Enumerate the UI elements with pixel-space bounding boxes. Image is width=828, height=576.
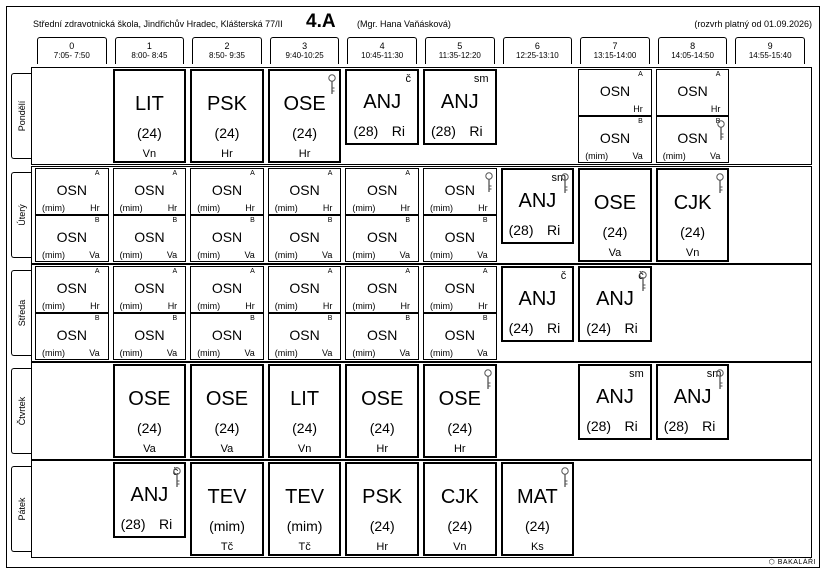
subject: OSE: [593, 192, 637, 214]
period-time: 14:55-15:40: [748, 51, 792, 60]
lesson-cell-half[interactable]: [578, 116, 652, 163]
subject: OSN: [367, 229, 398, 245]
subject: OSN: [134, 182, 165, 198]
day-name: Pátek: [16, 497, 27, 521]
room: (24): [214, 420, 240, 436]
lesson-cell[interactable]: [190, 462, 264, 556]
group-label: A: [482, 268, 488, 275]
teacher: Va: [244, 250, 255, 260]
subject: ANJ: [130, 484, 169, 506]
teacher: Vn: [453, 541, 467, 553]
teacher: Hr: [298, 148, 311, 160]
lesson-cell-half[interactable]: [35, 215, 109, 262]
lesson-cell-half[interactable]: [268, 266, 342, 313]
lesson-cell-half[interactable]: [190, 266, 264, 313]
period-time: 13:15-14:00: [593, 51, 637, 60]
subject: OSN: [289, 280, 320, 296]
lesson-cell[interactable]: [190, 69, 264, 163]
subject: OSN: [56, 229, 87, 245]
subject: OSE: [438, 388, 481, 410]
lesson-cell-half[interactable]: [345, 215, 419, 262]
class-teacher: (Mgr. Hana Vaňásková): [357, 19, 451, 29]
subject: LIT: [290, 388, 320, 410]
school-name: Střední zdravotnická škola, Jindřichův Hradec, Klášterská 77/II: [33, 19, 283, 29]
period-header-2: [192, 37, 262, 64]
lesson-cell-half[interactable]: [113, 313, 187, 360]
key-icon: [484, 369, 492, 391]
teacher: Va: [166, 250, 178, 260]
group-label: č: [638, 270, 644, 282]
room: (24): [369, 518, 395, 534]
hexagon-logo-icon: ⬡: [768, 559, 776, 566]
room: (mim): [430, 203, 453, 213]
period-time: 7:05- 7:50: [53, 51, 90, 60]
teacher: Hr: [478, 301, 488, 311]
lesson-cell[interactable]: [423, 364, 497, 458]
subject: PSK: [206, 93, 247, 115]
lesson-cell[interactable]: [113, 364, 187, 458]
day-header-2: [11, 270, 31, 356]
day-header-0: [11, 73, 31, 159]
room: (mim): [197, 301, 221, 311]
period-time: 10:45-11:30: [361, 51, 404, 60]
day-name: Pondělí: [16, 100, 27, 132]
subject: CJK: [440, 486, 479, 508]
room: (28): [586, 418, 612, 434]
teacher: Va: [322, 250, 333, 260]
group-label: A: [327, 170, 333, 177]
period-time: 11:35-12:20: [438, 51, 481, 60]
subject: OSN: [134, 327, 165, 343]
group-label: A: [250, 268, 255, 275]
lesson-cell-half[interactable]: [345, 168, 419, 215]
group-label: sm: [629, 368, 644, 380]
teacher: Va: [399, 348, 410, 358]
teacher: Hr: [90, 301, 100, 311]
room: (mim): [274, 301, 298, 311]
teacher: Vn: [142, 148, 157, 160]
teacher: Va: [89, 250, 100, 260]
teacher: Ri: [624, 320, 638, 336]
lesson-cell-half[interactable]: [578, 69, 652, 116]
teacher: Va: [322, 348, 333, 358]
lesson-cell-half[interactable]: [190, 313, 264, 360]
group-label: A: [94, 170, 100, 177]
period-header-8: [658, 37, 728, 64]
lesson-cell[interactable]: [345, 364, 419, 458]
subject: OSN: [444, 327, 475, 343]
room: (mim): [209, 518, 245, 534]
group-label: B: [405, 217, 410, 224]
group-label: B: [327, 217, 333, 224]
teacher: Va: [220, 443, 234, 455]
subject: OSN: [677, 83, 708, 99]
teacher: Hr: [167, 203, 178, 213]
teacher: Hr: [245, 301, 255, 311]
teacher: Va: [477, 250, 488, 260]
subject: CJK: [673, 192, 712, 214]
teacher: Ri: [469, 123, 483, 139]
lesson-cell-half[interactable]: [345, 266, 419, 313]
period-number: 1: [146, 41, 152, 51]
room: (mim): [662, 151, 686, 161]
lesson-cell-half[interactable]: [113, 266, 187, 313]
group-label: B: [715, 118, 721, 125]
room: (mim): [42, 250, 65, 260]
subject: MAT: [517, 486, 558, 508]
lesson-cell-half[interactable]: [268, 168, 342, 215]
room: (24): [524, 518, 550, 534]
lesson-cell-half[interactable]: [656, 69, 730, 116]
room: (28): [431, 123, 456, 139]
period-number: 2: [224, 41, 230, 51]
teacher: Va: [608, 247, 622, 259]
subject: OSN: [211, 280, 243, 296]
subject: OSN: [599, 130, 631, 146]
subject: LIT: [134, 93, 164, 115]
room: (24): [602, 224, 628, 240]
period-time: 8:00- 8:45: [131, 51, 168, 60]
subject: OSE: [283, 93, 326, 115]
subject: OSN: [134, 229, 165, 245]
group-label: č: [172, 466, 179, 478]
subject: ANJ: [440, 91, 479, 113]
room: (mim): [286, 518, 323, 534]
subject: TEV: [285, 486, 325, 508]
logo-text: BAKALÁŘI: [777, 559, 816, 566]
teacher: Ri: [702, 418, 716, 434]
lesson-cell[interactable]: [578, 168, 652, 262]
group-label: B: [94, 315, 100, 322]
room: (mim): [197, 250, 221, 260]
subject: ANJ: [596, 386, 634, 408]
subject: ANJ: [518, 190, 557, 212]
group-label: B: [172, 315, 178, 322]
room: (mim): [430, 348, 453, 358]
teacher: Hr: [376, 443, 388, 455]
subject: OSN: [134, 280, 165, 296]
period-number: 4: [379, 41, 385, 51]
room: (mim): [274, 250, 298, 260]
teacher: Va: [632, 151, 643, 161]
room: (28): [663, 418, 689, 434]
room: (28): [120, 516, 146, 532]
teacher: Va: [477, 348, 488, 358]
group-label: A: [327, 268, 333, 275]
lesson-cell-half[interactable]: [423, 215, 497, 262]
period-header-5: [425, 37, 495, 64]
period-header-9: [735, 37, 805, 64]
room: (24): [369, 420, 395, 436]
period-number: 5: [457, 41, 463, 51]
lesson-cell-half[interactable]: [656, 116, 730, 163]
room: (24): [292, 420, 318, 436]
teacher: Hr: [167, 301, 178, 311]
room: (24): [136, 125, 162, 141]
day-header-3: [11, 368, 31, 454]
period-header-3: [270, 37, 340, 64]
period-number: 3: [302, 41, 308, 51]
group-label: B: [94, 217, 100, 224]
group-label: B: [482, 315, 488, 322]
period-header-0: [37, 37, 107, 64]
group-label: B: [250, 315, 255, 322]
room: (mim): [197, 348, 221, 358]
period-number: 0: [69, 41, 75, 51]
room: (mim): [119, 250, 143, 260]
teacher: Ri: [546, 222, 561, 238]
teacher: Va: [710, 151, 721, 161]
period-number: 7: [612, 41, 618, 51]
group-label: A: [172, 170, 178, 177]
lesson-cell-half[interactable]: [35, 168, 109, 215]
subject: ANJ: [596, 288, 634, 310]
day-name: Středa: [16, 299, 27, 327]
subject: OSN: [444, 182, 475, 198]
lesson-cell[interactable]: [190, 364, 264, 458]
group-label: A: [94, 268, 100, 275]
teacher: Hr: [322, 203, 333, 213]
teacher: Ks: [530, 541, 544, 553]
room: (24): [136, 420, 162, 436]
room: (mim): [352, 348, 376, 358]
teacher: Vn: [685, 247, 700, 259]
lesson-cell[interactable]: [656, 364, 730, 440]
teacher: Ri: [391, 123, 405, 139]
teacher: Ri: [158, 516, 173, 532]
key-icon: [328, 74, 336, 96]
room: (mim): [430, 250, 453, 260]
group-label: sm: [473, 73, 489, 85]
teacher: Va: [143, 443, 156, 455]
group-label: B: [250, 217, 255, 224]
group-label: sm: [551, 172, 567, 184]
teacher: Hr: [453, 443, 466, 455]
room: (mim): [274, 203, 298, 213]
group-label: B: [638, 118, 643, 125]
lesson-cell[interactable]: [268, 364, 342, 458]
day-name: Úterý: [16, 204, 27, 226]
lesson-cell-half[interactable]: [423, 313, 497, 360]
group-label: sm: [706, 368, 722, 380]
group-label: A: [405, 170, 410, 177]
group-label: B: [327, 315, 333, 322]
period-time: 12:25-13:10: [516, 51, 559, 60]
key-icon: [716, 369, 724, 391]
room: (24): [292, 125, 318, 141]
period-time: 9:40-10:25: [285, 51, 324, 60]
group-label: A: [250, 170, 255, 177]
lesson-cell[interactable]: [268, 462, 342, 556]
subject: OSN: [444, 280, 475, 296]
group-label: A: [405, 268, 410, 275]
bakalari-logo: [769, 558, 816, 566]
lesson-cell[interactable]: [113, 69, 187, 163]
room: (24): [586, 320, 612, 336]
teacher: Vn: [297, 443, 312, 455]
room: (mim): [430, 301, 453, 311]
teacher: Va: [244, 348, 255, 358]
room: (28): [353, 123, 379, 139]
subject: OSN: [289, 229, 320, 245]
key-icon: [717, 120, 725, 142]
subject: OSN: [367, 280, 398, 296]
period-header-1: [115, 37, 185, 64]
room: (mim): [352, 250, 376, 260]
subject: ANJ: [363, 91, 402, 113]
group-label: B: [482, 217, 488, 224]
subject: OSN: [211, 182, 243, 198]
period-header-6: [503, 37, 573, 64]
room: (mim): [352, 203, 376, 213]
valid-from: (rozvrh platný od 01.09.2026): [694, 19, 812, 29]
day-header-1: [11, 172, 31, 258]
room: (24): [214, 125, 240, 141]
room: (24): [508, 320, 534, 336]
group-label: A: [172, 268, 178, 275]
teacher: Va: [89, 348, 100, 358]
room: (28): [508, 222, 534, 238]
lesson-cell[interactable]: [268, 69, 342, 163]
subject: OSE: [128, 388, 171, 410]
lesson-cell-half[interactable]: [423, 266, 497, 313]
subject: OSN: [289, 327, 320, 343]
room: (24): [447, 420, 473, 436]
lesson-cell-half[interactable]: [190, 215, 264, 262]
subject: ANJ: [518, 288, 557, 310]
lesson-cell-half[interactable]: [423, 168, 497, 215]
period-number: 6: [534, 41, 540, 51]
class-title: 4.A: [306, 11, 336, 32]
lesson-cell-half[interactable]: [345, 313, 419, 360]
room: (mim): [119, 203, 143, 213]
subject: OSN: [211, 327, 243, 343]
lesson-cell[interactable]: [501, 462, 575, 556]
lesson-cell[interactable]: [578, 364, 652, 440]
subject: OSN: [56, 327, 87, 343]
room: (24): [680, 224, 706, 240]
lesson-cell[interactable]: [423, 462, 497, 556]
group-label: B: [172, 217, 178, 224]
room: (mim): [119, 348, 143, 358]
lesson-cell[interactable]: [345, 462, 419, 556]
teacher: Tč: [298, 541, 311, 553]
subject: OSN: [56, 182, 87, 198]
lesson-cell[interactable]: [656, 168, 730, 262]
room: (mim): [42, 203, 65, 213]
teacher: Ri: [546, 320, 561, 336]
room: (24): [447, 518, 473, 534]
room: (mim): [42, 301, 65, 311]
subject: PSK: [362, 486, 403, 508]
group-label: B: [405, 315, 410, 322]
subject: OSN: [211, 229, 243, 245]
lesson-cell[interactable]: [501, 266, 575, 342]
teacher: Hr: [221, 148, 233, 160]
period-header-4: [347, 37, 417, 64]
day-header-4: [11, 466, 31, 552]
period-header-7: [580, 37, 650, 64]
subject: OSN: [367, 182, 398, 198]
lesson-cell[interactable]: [578, 266, 652, 342]
lesson-cell-half[interactable]: [35, 313, 109, 360]
lesson-cell-half[interactable]: [268, 215, 342, 262]
key-icon: [639, 271, 647, 293]
period-time: 14:05-14:50: [671, 51, 714, 60]
lesson-cell[interactable]: [423, 69, 497, 145]
room: (mim): [119, 301, 143, 311]
teacher: Hr: [400, 203, 410, 213]
period-time: 8:50- 9:35: [208, 51, 245, 60]
teacher: Hr: [376, 541, 388, 553]
teacher: Va: [399, 250, 410, 260]
teacher: Va: [166, 348, 178, 358]
key-icon: [561, 467, 569, 489]
subject: OSN: [599, 83, 631, 99]
room: (mim): [274, 348, 298, 358]
teacher: Hr: [710, 104, 721, 114]
lesson-cell-half[interactable]: [190, 168, 264, 215]
key-icon: [716, 173, 724, 195]
group-label: A: [638, 71, 643, 78]
period-number: 8: [690, 41, 696, 51]
room: (mim): [352, 301, 376, 311]
subject: OSN: [677, 130, 708, 146]
lesson-cell[interactable]: [345, 69, 419, 145]
lesson-cell-half[interactable]: [113, 215, 187, 262]
subject: ANJ: [673, 386, 712, 408]
lesson-cell-half[interactable]: [268, 313, 342, 360]
subject: OSN: [289, 182, 320, 198]
lesson-cell-half[interactable]: [35, 266, 109, 313]
teacher: Hr: [322, 301, 333, 311]
room: (mim): [42, 348, 65, 358]
subject: OSN: [444, 229, 475, 245]
teacher: Hr: [245, 203, 255, 213]
day-name: Čtvrtek: [16, 396, 27, 426]
key-icon: [173, 467, 181, 489]
key-icon: [485, 172, 493, 194]
teacher: Tč: [220, 541, 234, 553]
group-label: č: [405, 73, 411, 85]
lesson-cell-half[interactable]: [113, 168, 187, 215]
teacher: Ri: [624, 418, 638, 434]
lesson-cell[interactable]: [501, 168, 575, 244]
subject: OSN: [367, 327, 398, 343]
teacher: Hr: [478, 203, 488, 213]
teacher: Hr: [633, 104, 643, 114]
subject: OSE: [361, 388, 404, 410]
group-label: A: [715, 71, 721, 78]
teacher: Hr: [90, 203, 100, 213]
subject: OSE: [205, 388, 249, 410]
lesson-cell[interactable]: [113, 462, 187, 538]
teacher: Hr: [400, 301, 410, 311]
period-number: 9: [767, 41, 773, 51]
subject: TEV: [207, 486, 247, 508]
room: (mim): [197, 203, 221, 213]
room: (mim): [585, 151, 609, 161]
key-icon: [561, 173, 569, 195]
subject: OSN: [56, 280, 87, 296]
group-label: č: [560, 270, 567, 282]
